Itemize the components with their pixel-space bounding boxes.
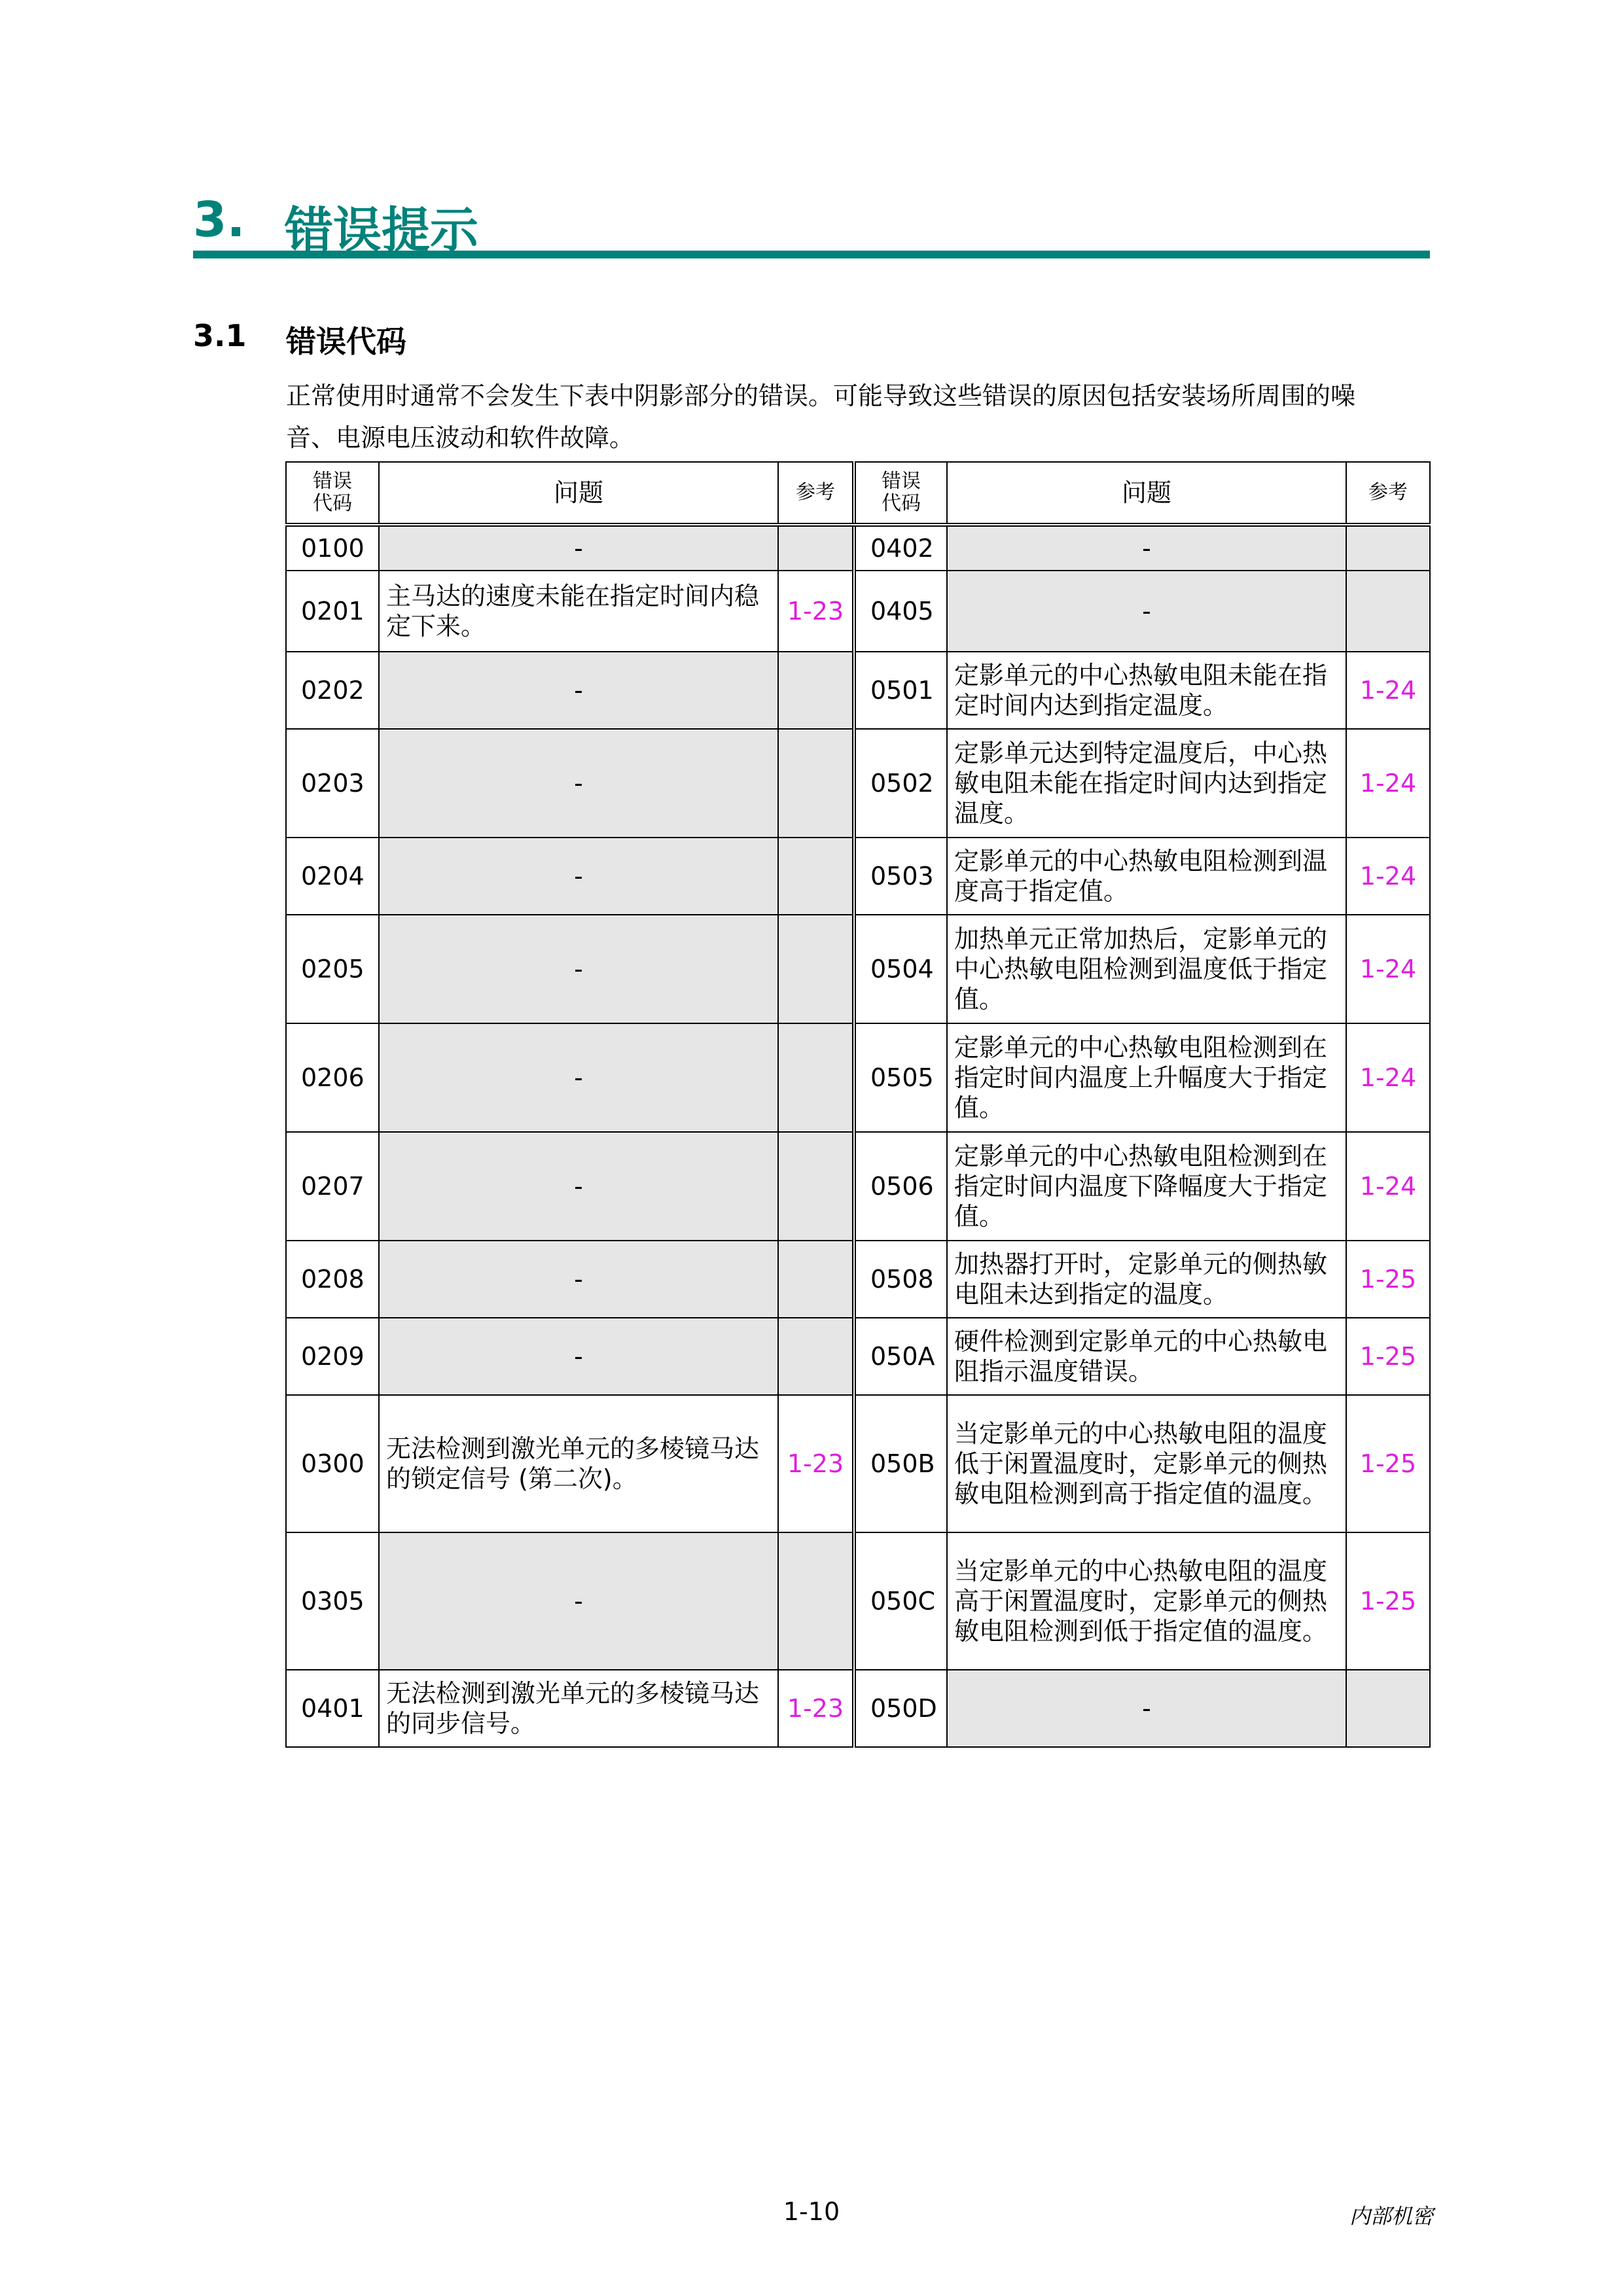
error-code-left: 0205 bbox=[286, 915, 379, 1023]
problem-left: - bbox=[379, 838, 778, 915]
table-row bbox=[286, 571, 1430, 652]
error-code-right: 0502 bbox=[854, 729, 947, 838]
error-code-right: 0505 bbox=[854, 1023, 947, 1132]
problem-left: - bbox=[379, 915, 778, 1023]
header-ref-left: 参考 bbox=[778, 462, 854, 525]
header-problem-right: 问题 bbox=[947, 462, 1346, 525]
reference-right: 1-24 bbox=[1346, 915, 1430, 1023]
page-number: 1-10 bbox=[783, 2197, 840, 2226]
reference-right: 1-24 bbox=[1346, 729, 1430, 838]
reference-left bbox=[778, 1132, 854, 1241]
error-code-right: 0402 bbox=[854, 525, 947, 571]
reference-right: 1-25 bbox=[1346, 1241, 1430, 1318]
table-row bbox=[286, 915, 1430, 1023]
intro-paragraph: 正常使用时通常不会发生下表中阴影部分的错误。可能导致这些错误的原因包括安装场所周围的噪音、电源电压波动和软件故障。 bbox=[286, 381, 1356, 452]
reference-right: 1-24 bbox=[1346, 652, 1430, 729]
table-row bbox=[286, 1395, 1430, 1532]
problem-right: 加热单元正常加热后，定影单元的中心热敏电阻检测到温度低于指定值。 bbox=[947, 915, 1346, 1023]
reference-right: 1-24 bbox=[1346, 1132, 1430, 1241]
reference-right: 1-25 bbox=[1346, 1318, 1430, 1395]
error-code-left: 0300 bbox=[286, 1395, 379, 1532]
table-row bbox=[286, 729, 1430, 838]
header-ref-right: 参考 bbox=[1346, 462, 1430, 525]
reference-right: 1-24 bbox=[1346, 1023, 1430, 1132]
problem-right: 硬件检测到定影单元的中心热敏电阻指示温度错误。 bbox=[947, 1318, 1346, 1395]
problem-left: - bbox=[379, 1132, 778, 1241]
reference-left bbox=[778, 1241, 854, 1318]
chapter-heading bbox=[193, 186, 1430, 258]
reference-right: 1-25 bbox=[1346, 1395, 1430, 1532]
header-problem-left: 问题 bbox=[379, 462, 778, 525]
reference-left: 1-23 bbox=[778, 571, 854, 652]
reference-left bbox=[778, 838, 854, 915]
header-code-right-text: 错误 代码 bbox=[882, 470, 921, 515]
error-code-left: 0209 bbox=[286, 1318, 379, 1395]
table-header-row bbox=[286, 462, 1430, 525]
error-code-right: 0503 bbox=[854, 838, 947, 915]
error-code-right: 050B bbox=[854, 1395, 947, 1532]
error-code-left: 0201 bbox=[286, 571, 379, 652]
table-row bbox=[286, 838, 1430, 915]
problem-right: - bbox=[947, 525, 1346, 571]
error-code-left: 0204 bbox=[286, 838, 379, 915]
problem-right: - bbox=[947, 571, 1346, 652]
error-code-left: 0401 bbox=[286, 1670, 379, 1747]
table-row bbox=[286, 1532, 1430, 1670]
chapter-title: 错误提示 bbox=[285, 202, 478, 258]
error-code-left: 0203 bbox=[286, 729, 379, 838]
problem-left: - bbox=[379, 1318, 778, 1395]
error-code-right: 050D bbox=[854, 1670, 947, 1747]
error-code-right: 0501 bbox=[854, 652, 947, 729]
error-code-left: 0202 bbox=[286, 652, 379, 729]
problem-right: 当定影单元的中心热敏电阻的温度低于闲置温度时，定影单元的侧热敏电阻检测到高于指定值的温度。 bbox=[947, 1395, 1346, 1532]
reference-right: 1-25 bbox=[1346, 1532, 1430, 1670]
problem-left: 主马达的速度未能在指定时间内稳定下来。 bbox=[379, 571, 778, 652]
section-number: 3.1 bbox=[193, 318, 247, 353]
problem-left: 无法检测到激光单元的多棱镜马达的锁定信号 (第二次)。 bbox=[379, 1395, 778, 1532]
problem-right: 定影单元的中心热敏电阻未能在指定时间内达到指定温度。 bbox=[947, 652, 1346, 729]
table-row bbox=[286, 1023, 1430, 1132]
error-code-right: 0506 bbox=[854, 1132, 947, 1241]
reference-left bbox=[778, 1318, 854, 1395]
problem-left: - bbox=[379, 1023, 778, 1132]
table-row bbox=[286, 1318, 1430, 1395]
error-code-left: 0207 bbox=[286, 1132, 379, 1241]
reference-left: 1-23 bbox=[778, 1670, 854, 1747]
error-code-right: 0504 bbox=[854, 915, 947, 1023]
error-code-table bbox=[285, 461, 1431, 1748]
problem-left: - bbox=[379, 525, 778, 571]
reference-left bbox=[778, 729, 854, 838]
reference-right bbox=[1346, 1670, 1430, 1747]
problem-left: - bbox=[379, 652, 778, 729]
problem-right: 定影单元达到特定温度后，中心热敏电阻未能在指定时间内达到指定温度。 bbox=[947, 729, 1346, 838]
error-code-left: 0305 bbox=[286, 1532, 379, 1670]
table-row bbox=[286, 1132, 1430, 1241]
reference-right: 1-24 bbox=[1346, 838, 1430, 915]
section-title: 错误代码 bbox=[286, 324, 406, 359]
table-row bbox=[286, 525, 1430, 571]
problem-left: - bbox=[379, 1241, 778, 1318]
reference-right bbox=[1346, 571, 1430, 652]
table-row bbox=[286, 1670, 1430, 1747]
problem-left: - bbox=[379, 1532, 778, 1670]
error-code-right: 050A bbox=[854, 1318, 947, 1395]
error-code-left: 0208 bbox=[286, 1241, 379, 1318]
chapter-number: 3. bbox=[193, 192, 245, 248]
problem-right: - bbox=[947, 1670, 1346, 1747]
problem-left: 无法检测到激光单元的多棱镜马达的同步信号。 bbox=[379, 1670, 778, 1747]
problem-right: 当定影单元的中心热敏电阻的温度高于闲置温度时，定影单元的侧热敏电阻检测到低于指定值的温度。 bbox=[947, 1532, 1346, 1670]
table-body bbox=[286, 525, 1430, 1747]
reference-left bbox=[778, 525, 854, 571]
confidential-label: 内部机密 bbox=[1349, 2204, 1434, 2229]
reference-right bbox=[1346, 525, 1430, 571]
problem-right: 定影单元的中心热敏电阻检测到温度高于指定值。 bbox=[947, 838, 1346, 915]
reference-left bbox=[778, 915, 854, 1023]
header-code-left bbox=[286, 462, 379, 525]
reference-left bbox=[778, 652, 854, 729]
error-code-right: 0405 bbox=[854, 571, 947, 652]
error-code-right: 0508 bbox=[854, 1241, 947, 1318]
problem-right: 定影单元的中心热敏电阻检测到在指定时间内温度上升幅度大于指定值。 bbox=[947, 1023, 1346, 1132]
reference-left bbox=[778, 1023, 854, 1132]
problem-left: - bbox=[379, 729, 778, 838]
table-row bbox=[286, 652, 1430, 729]
header-code-right bbox=[854, 462, 947, 525]
header-code-left-text: 错误 代码 bbox=[313, 470, 352, 515]
error-code-right: 050C bbox=[854, 1532, 947, 1670]
problem-right: 加热器打开时，定影单元的侧热敏电阻未达到指定的温度。 bbox=[947, 1241, 1346, 1318]
table-row bbox=[286, 1241, 1430, 1318]
reference-left bbox=[778, 1532, 854, 1670]
error-code-left: 0206 bbox=[286, 1023, 379, 1132]
error-code-left: 0100 bbox=[286, 525, 379, 571]
problem-right: 定影单元的中心热敏电阻检测到在指定时间内温度下降幅度大于指定值。 bbox=[947, 1132, 1346, 1241]
reference-left: 1-23 bbox=[778, 1395, 854, 1532]
